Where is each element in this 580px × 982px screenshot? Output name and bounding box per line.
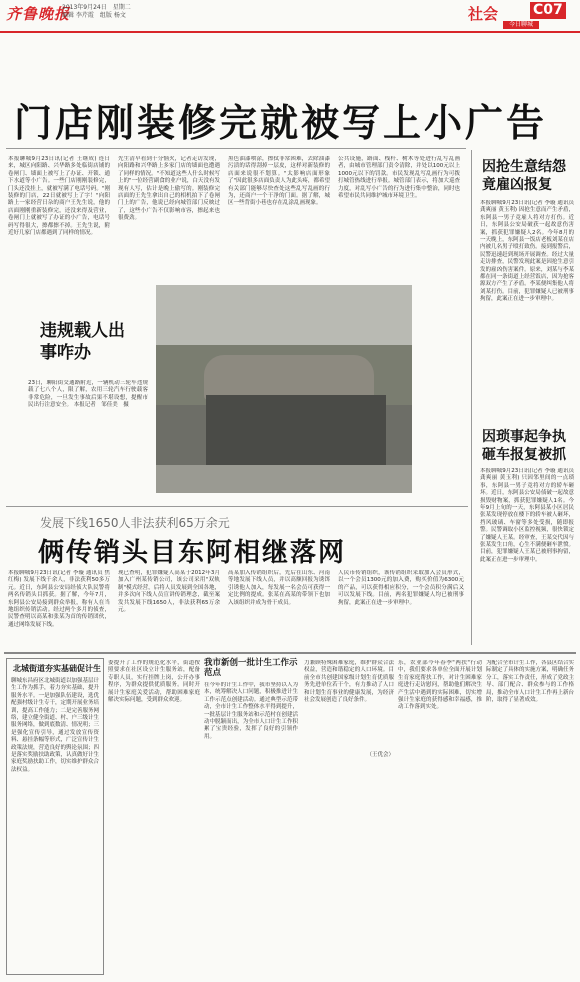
- sidebar-story1-text: 本报聊城9月23日讯(记者 李璇 通讯员 龚爽丽 黄玉利) 因抢生意而产生矛盾，东阿县一男子竟雇人将对方打伤。近日，东阿县公安局破获一起故意伤害案，抓获犯罪嫌疑人2名。今年8月的一天晚上，东阿县一饭店老板刘某在店内被几名男子殴打致伤。接到报警后，民警迅速赶到现场开展调查。经过大量走访排查，民警发现此案是因抢生意引发的雇凶伤害案件。原来，刘某与李某都在同一条街道上经营饭店，因为抢客源双方产生了矛盾。李某便纠集他人将刘某打伤。目前，犯罪嫌疑人已被刑事拘留，此案正在进一步审理中。: [480, 200, 574, 303]
- page-number: C07: [530, 2, 566, 19]
- column-divider: [471, 150, 472, 645]
- divider: [6, 506, 468, 507]
- sidebar-story2-text: 本报聊城9月23日讯(记者 李璇 通讯员 龚爽丽 黄玉利) 只因邻里间的一点琐事，东阿县一男子竟将对方的轿车砸坏。近日，东阿县公安局侦破一起故意损毁财物案，抓获犯罪嫌疑人1名。今年9月上旬的一天，东阿县某小区居民张某发现停放在楼下的轿车被人砸坏，挡风玻璃、车窗等多处受损，随即报警。民警调取小区监控视频，很快锁定了嫌疑人王某。经审查，王某交代因与张某发生口角，心生不满便砸车泄愤。目前，犯罪嫌疑人王某已被刑事拘留，此案正在进一步审理中。: [480, 468, 574, 563]
- date-line: 2013年9月24日 星期二: [62, 4, 131, 11]
- header-rule: [0, 31, 580, 33]
- masthead-logo: 齐鲁晚报: [6, 5, 71, 23]
- editor-line: 编辑 李芹霞 组版 杨文: [62, 12, 126, 19]
- photo-credit: 本报记者 邹佳美 摄: [73, 402, 129, 409]
- divider: [6, 148, 466, 149]
- lower-col2: 委提升了工作的规范化水平，街道按照要求在社区设立计生服务站，配备专职人员，实行挂牌上岗，公开办事程序，为群众提供优质服务。同时开展计生家庭关爱活动，帮助困难家庭解决实际问题，受到群众欢迎。: [108, 660, 200, 704]
- story1-headline: 门店刚装修完就被写上小广告: [14, 101, 548, 145]
- lower-col4: [304, 660, 394, 972]
- section-rule: [4, 652, 576, 654]
- story2-col4: 人民币传销组织，该传销组织采取加入会员形式，以一个会员1300元的加入费，购买价值为6300元的产品，可以获得相应积分，一个会员积分满后又可以发展下线。目前，两名犯罪嫌疑人均已被刑事拘留，此案正在进一步审理中。: [338, 570, 464, 606]
- lower-col3: [204, 658, 298, 974]
- story1-col3: 黑色油漆喷涂，擦拭非常困难，去除油漆污渍的话得刮掉一层皮，这样对新装修的店面来说很不划算。"太影响店面形象了"因此很多店面负责人为此头疼，都希望有关部门能够尽快查处这些乱写乱画的行为，还商户一个干净的门面。据了解，城区一些背街小巷也存在乱涂乱画现象。: [228, 156, 330, 207]
- story1-col4: 公共设施，路面、栈杆、树木等处进行乱写乱画者，由城市管理部门责令清除，并处以100元以上1000元以下的罚款。市民发现乱写乱画行为可拨打城管热线进行举报。城管部门表示，将加大巡查力度，对乱写小广告的行为进行集中整治，同时也希望市民共同维护城市环境卫生。: [338, 156, 460, 200]
- sidebar-story1-title: 因抢生意结怨竟雇凶报复: [482, 159, 566, 193]
- photo-story-caption: 23日，聊阳街交通路附近，一辆机动三轮车违规载了七八个人，限了解，农用三轮汽车行驶载客非常危险，一旦发生事故后果不堪设想，提醒市民出行注意安全。: [28, 380, 148, 409]
- story1-col1: 本报聊城9月23日讯(记者 王继成) 连日来，城区向阳路、兴华路多处临街店铺的卷闸门、墙面上被写上了办证、开锁、通下水道等小广告。一些门店刚刚装修完，门头还没挂上，就被写满了电话号码。"刚装修的门店，22日就被写上了字！"向阳路上一家经营日杂的商户王先生说，他的店面刚刚重新装修完，还没来得及营业，卷闸门上就被写了办证的小广告，电话号码写得很大，擦都擦不掉。王先生说，附近好几家门店都遇到了同样的情况。: [8, 156, 110, 237]
- story2-col1: 本报聊城9月23日讯(记者 李璇 通讯员 焦红梅) 发展下线千余人，非法获利50多万元。近日，东阿县公安局经侦大队民警将两名传销头目抓获。据了解，今年7月，东阿县公安局接到群众举报，称有人在当地组织传销活动。经过两个多月的侦查，民警查明以高某和张某为首的传销团伙，通过网络发展下线。: [8, 570, 110, 628]
- photo-story-title: 违规载人出事咋办: [40, 321, 125, 363]
- photo-story-text: [28, 380, 148, 480]
- sidebar-story2-title: 因琐事起争执砸车报复被抓: [482, 429, 566, 463]
- story1-col2: 先生清早看到十分恼火，记者走访发现，向阳路和兴华路上多家门店的墙面也遭遇了同样的情况。"不知道这些人什么时候写上的"一位经营副食的业户说，白天没有发现有人写，估计是晚上偷写的。刚装修完店面的王先生拿出自己的相机拍下了卷闸门上的广告，他说已经向城管部门反映过了，这些小广告不仅影响市容，擦起来也很费劲。: [118, 156, 220, 222]
- story2-col3: 高某加入传销组织后，先后在山东、河南等地发展下线人员，并以高额回报为诱饵引诱他人加入，每发展一名会员可获得一定比例的提成。张某在高某的带领下也加入该组织并成为骨干成员。: [228, 570, 330, 606]
- story2-col2: 现已查明，犯罪嫌疑人高某于2012年3月加入广州某传销公司，该公司采用"双轨制"模式经营，后将人员发展到全国各地，并多次向下线人员宣讲传销理念，截至案发共发展下线1650人，非法获利65万余元。: [118, 570, 220, 614]
- lower-col3-text: 在今年的计生工作中，我市坚持以人为本，统筹解决人口问题，积极推进计生工作示范点创建活动。通过典型示范带动，全市计生工作整体水平得到提升，一批基层计生服务站和示范村在创建活动中脱颖而出，为全市人口计生工作积累了宝贵经验，发挥了良好的引领作用。: [204, 682, 298, 740]
- header-meta: [62, 4, 131, 20]
- lower-col6: 为配合全市计生工作，各县区结合实际制定了具体的实施方案，明确任务分工，落实工作责任，形成了党政主导、部门配合、群众参与的工作格局，推动全市人口计生工作再上新台阶，取得了显著成效。: [486, 660, 574, 704]
- lower-col3-title: 我市新创一批计生工作示范点: [204, 658, 298, 678]
- section-subtitle: 今日聊城: [503, 21, 539, 29]
- story2-subhead: 发展下线1650人非法获利65万余元: [40, 516, 230, 530]
- lower-col5: 乐，农业部今年春季"两扶"行动中，我们要求各单位全面开展计划生育家庭帮扶工作，对计生困难家庭进行走访慰问，帮助他们解决生产生活中遇到的实际困难，切实增强计生家庭的获得感和幸福感，推动工作落到实处。: [398, 660, 482, 711]
- section-title: 社会: [468, 5, 499, 23]
- lower-col4-credit: （王优会）: [366, 752, 394, 758]
- lower-col4-text: 力兼顾特殊困难家庭，维护群众合法权益，营造和谐稳定的人口环境。目前全市共创建国家级计划生育优质服务先进单位若干个，有力推动了人口和计划生育事业的健康发展，为经济社会发展创造了良好条件。: [304, 660, 394, 704]
- lower-box-text: 聊城东昌府区北城街道以加强基层计生工作为抓手，着力夯实基础，提升服务水平。一是加强队伍建设，选优配强村级计生专干，定期开展业务培训，提高工作能力；二是完善服务网络，建立健全街道、村、户三级计生服务网络，做到底数清、情况明；三是强化宣传引导，通过发放宣传资料、悬挂条幅等形式，广泛宣传计生政策法规，营造良好的舆论氛围；四是落实奖励扶助政策，认真做好计生家庭奖励扶助工作，切实维护群众合法权益。: [11, 678, 100, 773]
- news-photo: [156, 285, 412, 493]
- story2-headline: 俩传销头目东阿相继落网: [38, 538, 347, 568]
- lower-box: [6, 658, 104, 975]
- lower-box-title: 北城街道夯实基础促计生: [13, 664, 101, 673]
